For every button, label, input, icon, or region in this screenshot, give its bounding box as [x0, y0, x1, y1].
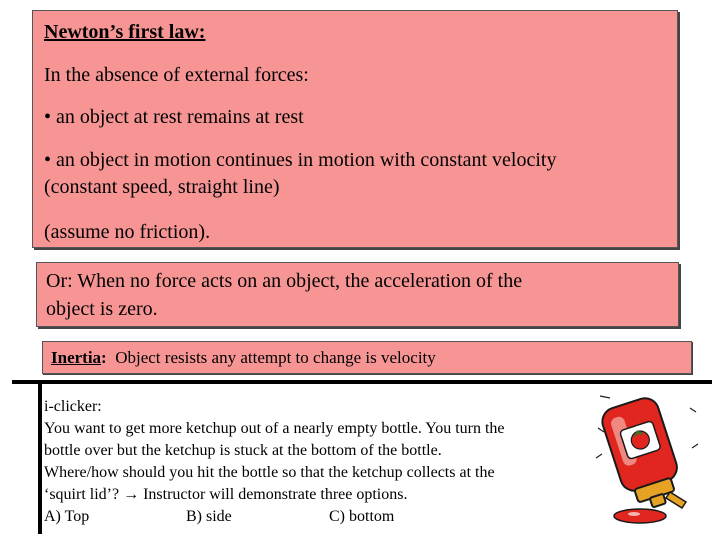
option-b: B) side	[186, 508, 232, 525]
inertia-text: Object resists any attempt to change is velocity	[106, 348, 436, 367]
newton-first-law-box	[32, 10, 678, 248]
inertia-definition	[51, 348, 436, 368]
iclicker-line: bottle over but the ketchup is stuck at the bottom of the bottle.	[44, 442, 442, 459]
law-bullet-motion-cont: (constant speed, straight line)	[44, 176, 280, 198]
option-c: C) bottom	[329, 508, 395, 525]
law-assumption: (assume no friction).	[44, 221, 211, 243]
law-bullet-rest: • an object at rest remains at rest	[44, 106, 304, 128]
iclicker-question-text: ‘squirt lid’?	[44, 486, 124, 503]
inertia-colon: :	[101, 348, 107, 367]
law-intro: In the absence of external forces:	[44, 64, 309, 86]
section-divider-vertical	[38, 384, 42, 534]
iclicker-options	[44, 506, 394, 528]
inertia-term: Inertia	[51, 348, 102, 367]
arrow-right-icon: →	[123, 486, 144, 503]
iclicker-instructor-note: Instructor will demonstrate three options.	[143, 486, 408, 503]
option-a: A) Top	[44, 508, 90, 525]
iclicker-line: You want to get more ketchup out of a nearly empty bottle. You turn the	[44, 420, 505, 437]
law-bullet-motion: • an object in motion continues in motion with constant velocity	[44, 149, 557, 171]
iclicker-heading: i-clicker:	[44, 398, 102, 415]
iclicker-line	[44, 484, 407, 506]
alternate-statement-line-2: object is zero.	[46, 298, 158, 320]
alternate-statement-line-1: Or: When no force acts on an object, the acceleration of the	[46, 270, 523, 292]
section-divider	[12, 380, 712, 384]
alternate-statement-box	[36, 262, 679, 327]
iclicker-line: Where/how should you hit the bottle so that the ketchup collects at the	[44, 464, 495, 481]
law-title: Newton’s first law:	[44, 21, 206, 43]
inertia-box	[42, 341, 692, 374]
ketchup-bottle-clipart	[590, 388, 700, 528]
